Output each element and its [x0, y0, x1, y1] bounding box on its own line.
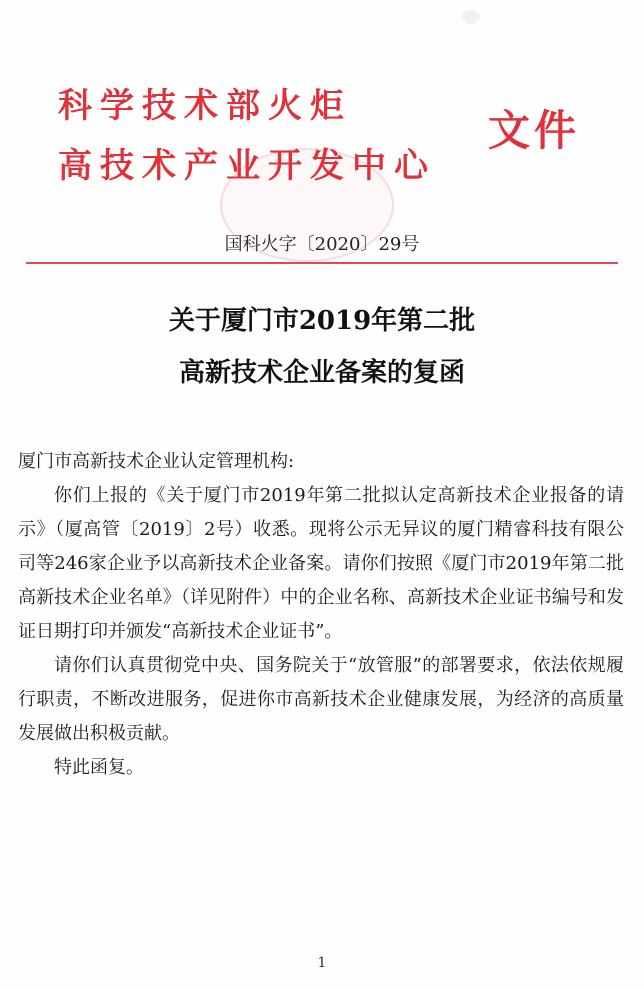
salutation: 厦门市高新技术企业认定管理机构: — [18, 451, 295, 472]
document-title-line-2: 高新技术企业备案的复函 — [178, 358, 465, 388]
document-number: 国科火字〔2020〕29号 — [224, 234, 420, 255]
red-divider-line — [26, 262, 618, 264]
body-paragraph-1: 你们上报的《关于厦门市2019年第二批拟认定高新技术企业报备的请示》（厦高管〔2019〕2号）收悉。现将公示无异议的厦门精睿科技有限公司等246家企业予以高新技术企业备案。请你们按照《厦门市2019年第二批高新技术企业名单》（详见附件）中的企业名称、高新技术企业证书编号和发证日期打印并颁发“高新技术企业证书”。 — [18, 485, 624, 642]
closing-remark: 特此函复。 — [54, 757, 144, 778]
issuer-name-line-1: 科学技术部火炬 — [58, 86, 352, 126]
page-number: 1 — [317, 955, 327, 971]
scan-mark — [462, 10, 480, 24]
body-paragraph-2: 请你们认真贯彻党中央、国务院关于“放管服”的部署要求，依法依规履行职责，不断改进服务，促进你市高新技术企业健康发展，为经济的高质量发展做出积极贡献。 — [18, 655, 624, 744]
issuer-name-line-2: 高技术产业开发中心 — [58, 146, 436, 186]
document-title-line-1: 关于厦门市2019年第二批 — [168, 306, 476, 336]
issuer-document-label: 文件 — [488, 106, 581, 155]
document-body — [18, 445, 624, 785]
